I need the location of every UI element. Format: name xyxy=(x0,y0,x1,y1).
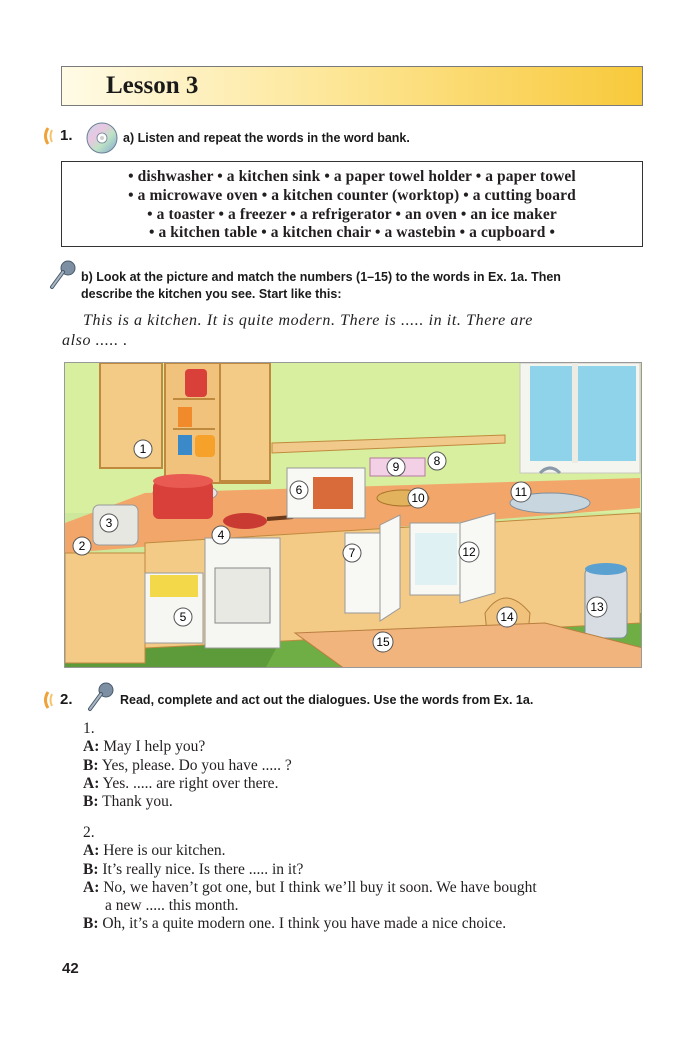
label-12: 12 xyxy=(462,545,476,559)
speaker: A: xyxy=(83,774,100,792)
microphone-icon xyxy=(48,259,78,291)
lesson-header xyxy=(61,66,643,106)
label-10: 10 xyxy=(411,491,425,505)
label-9: 9 xyxy=(392,460,400,474)
label-5: 5 xyxy=(179,610,187,624)
microphone-icon xyxy=(86,681,116,713)
word-bank-line: • dishwasher • a kitchen sink • a paper towel holder • a paper towel xyxy=(128,168,576,185)
dialogue-1 xyxy=(83,720,648,811)
line-text: Yes. ..... are right over there. xyxy=(102,774,279,792)
speaker: A: xyxy=(83,738,100,756)
label-15: 15 xyxy=(376,635,390,649)
example-line1: This is a kitchen. It is quite modern. There is ..... in it. There are xyxy=(83,312,533,329)
speaker: B: xyxy=(83,793,99,811)
dialogue-line xyxy=(83,879,648,897)
line-text: a new ..... this month. xyxy=(105,897,239,915)
line-text: Thank you. xyxy=(102,793,173,811)
speaker: A: xyxy=(83,842,100,860)
line-text: May I help you? xyxy=(103,738,206,756)
label-13: 13 xyxy=(590,600,604,614)
dialogue-line xyxy=(83,861,648,879)
speaker: B: xyxy=(83,915,99,933)
dialogue-line xyxy=(83,842,648,860)
label-3: 3 xyxy=(105,516,113,530)
speaker: B: xyxy=(83,860,99,878)
label-7: 7 xyxy=(348,546,356,560)
exercise-2-number: 2. xyxy=(60,691,73,708)
exercise-1a-instruction: a) Listen and repeat the words in the word bank. xyxy=(123,131,410,145)
word-bank-line: • a toaster • a freezer • a refrigerator • an oven • an ice maker xyxy=(147,206,557,223)
cd-audio-icon xyxy=(85,121,119,155)
exercise-2-instruction: Read, complete and act out the dialogues. Use the words from Ex. 1a. xyxy=(120,693,534,707)
label-6: 6 xyxy=(295,483,303,497)
example-line2: also ..... . xyxy=(62,332,128,349)
dialogue-line xyxy=(83,775,648,793)
word-bank-line: • a microwave oven • a kitchen counter (worktop) • a cutting board xyxy=(128,187,576,204)
label-11: 11 xyxy=(514,485,528,499)
dialogue-line xyxy=(83,738,648,756)
dialogue-line xyxy=(83,757,648,775)
speaker: B: xyxy=(83,756,99,774)
exercise-1b-instruction-line1: b) Look at the picture and match the numbers (1–15) to the words in Ex. 1a. Then xyxy=(81,270,561,284)
dialogue-line xyxy=(83,897,648,915)
exercise-1b-instruction-line2: describe the kitchen you see. Start like this: xyxy=(81,287,342,301)
label-4: 4 xyxy=(217,528,225,542)
dialogue-line xyxy=(83,793,648,811)
label-8: 8 xyxy=(433,454,441,468)
kitchen-illustration xyxy=(64,362,642,668)
dialogue-2-number: 2. xyxy=(83,824,95,841)
speaker: A: xyxy=(83,878,100,896)
lesson-title: Lesson 3 xyxy=(106,72,199,99)
line-text: No, we haven’t got one, but I think we’ll buy it soon. We have bought xyxy=(103,878,537,896)
dialogue-line xyxy=(83,915,648,933)
exercise-1-number: 1. xyxy=(60,127,73,144)
label-2: 2 xyxy=(78,539,86,553)
example-text xyxy=(62,311,644,351)
line-text: Yes, please. Do you have ..... ? xyxy=(101,756,292,774)
dialogue-2 xyxy=(83,824,648,934)
word-bank xyxy=(61,161,643,247)
word-bank-line: • a kitchen table • a kitchen chair • a wastebin • a cupboard • xyxy=(148,224,556,241)
line-text: It’s really nice. Is there ..... in it? xyxy=(102,860,304,878)
dialogue-1-number: 1. xyxy=(83,720,95,737)
line-text: Here is our kitchen. xyxy=(103,842,226,860)
page-number: 42 xyxy=(62,960,79,977)
label-14: 14 xyxy=(500,610,514,624)
label-1: 1 xyxy=(139,442,147,456)
kitchen-scene xyxy=(65,363,642,668)
line-text: Oh, it’s a quite modern one. I think you have made a nice choice. xyxy=(102,915,507,933)
